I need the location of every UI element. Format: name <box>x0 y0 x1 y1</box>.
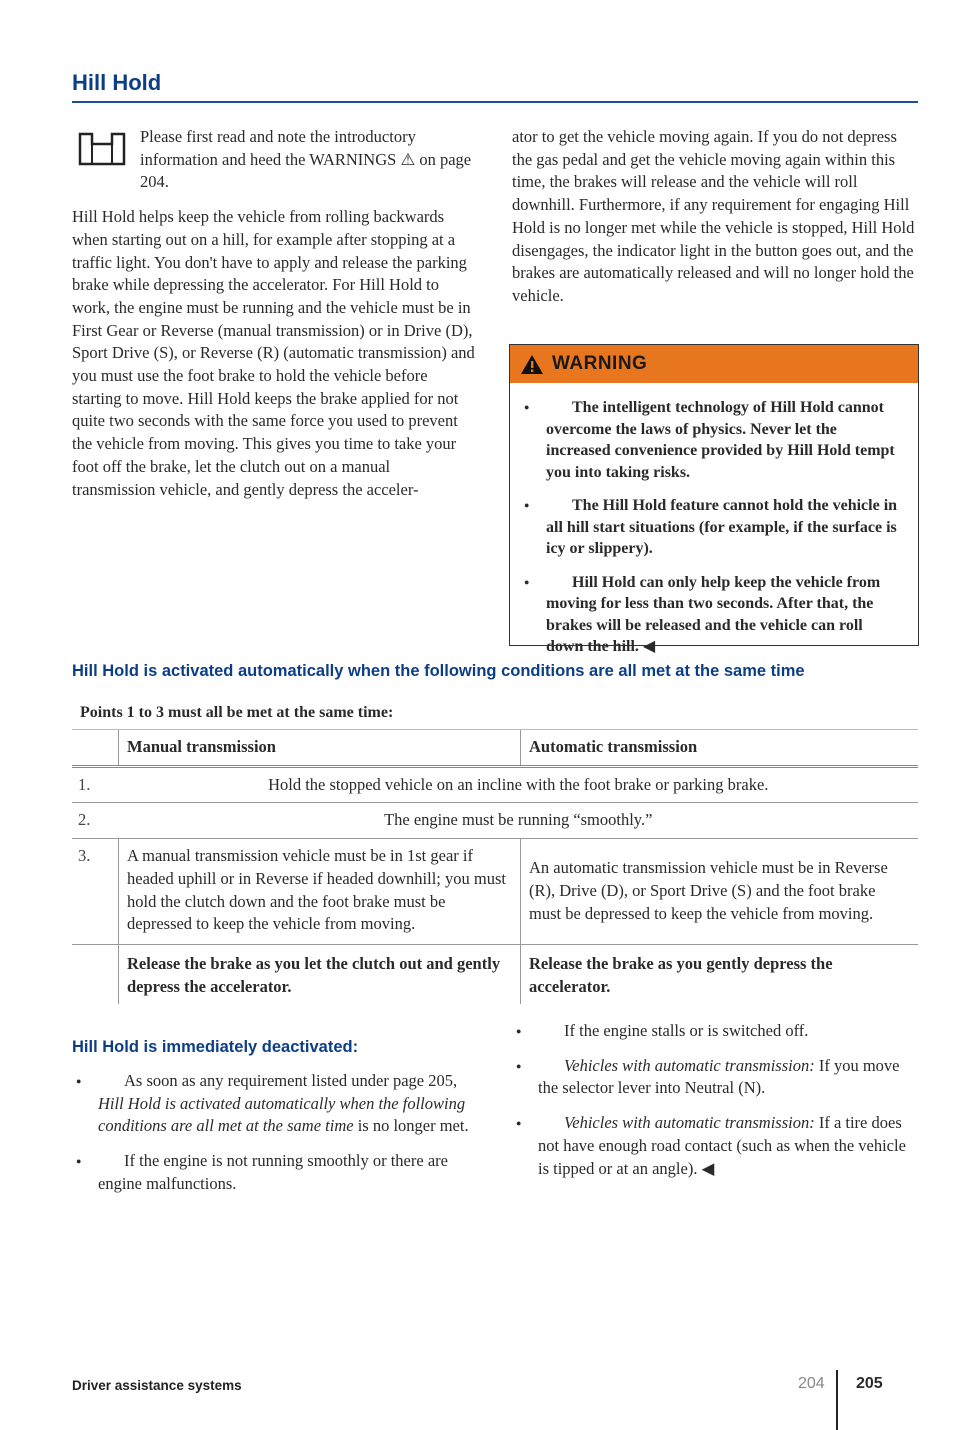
right-column <box>512 126 917 320</box>
warning-item: ● The intelligent technology of Hill Hold cannot overcome the laws of physics. Never let the increased convenience provided by Hill Hold tempt you into taking risks. <box>546 397 904 483</box>
conditions-table <box>72 729 918 1004</box>
book-icon <box>72 130 132 174</box>
col-auto-header: Automatic transmission <box>521 730 919 767</box>
points-intro: Points 1 to 3 must all be met at the same time: <box>80 704 394 721</box>
row-text: The engine must be running “smoothly.” <box>119 803 919 839</box>
left-column <box>72 126 477 513</box>
deactivation-list-left <box>98 1070 478 1196</box>
table-row <box>72 766 918 803</box>
table-row <box>72 839 918 945</box>
warning-triangle-icon <box>520 354 544 375</box>
table-header-row <box>72 730 918 767</box>
activation-heading: Hill Hold is activated automatically when the following conditions are all met at the same time <box>72 662 805 680</box>
list-item: ● As soon as any requirement listed under page 205, Hill Hold is activated automatically when the following conditions are all met at the same time is no longer met. <box>98 1070 478 1138</box>
warning-item: ● Hill Hold can only help keep the vehicle from moving for less than two seconds. After that, the brakes will be released and the vehicle can roll down the hill. ◀ <box>546 572 904 658</box>
deactivation-heading: Hill Hold is immediately deactivated: <box>72 1038 359 1056</box>
list-item: ● Vehicles with automatic transmission: If you move the selector lever into Neutral (N). <box>538 1055 918 1100</box>
footer-section: Driver assistance systems <box>72 1378 242 1393</box>
row-num: 2. <box>72 803 119 839</box>
intro-text: Please first read and note the introductory information and heed the WARNINGS ⚠ on page 204. <box>140 127 472 192</box>
warning-label: WARNING <box>552 353 648 374</box>
page-separator <box>836 1370 838 1430</box>
warning-box <box>509 344 919 655</box>
list-item: ● Vehicles with automatic transmission: If a tire does not have enough road contact (such as when the vehicle is tipped or at an angle). ◀ <box>538 1112 918 1180</box>
row-manual: A manual transmission vehicle must be in 1st gear if headed uphill or in Reverse if headed downhill; you must hold the clutch down and the foot brake must be depressed to keep the vehicle from moving. <box>119 839 521 945</box>
page-number-left: 204 <box>798 1375 825 1392</box>
row-num: 1. <box>72 766 119 803</box>
col-manual-header: Manual transmission <box>119 730 521 767</box>
row-text: Hold the stopped vehicle on an incline with the foot brake or parking brake. <box>119 766 919 803</box>
warning-item: ● The Hill Hold feature cannot hold the vehicle in all hill start situations (for example, if the surface is icy or slippery). <box>546 495 904 560</box>
title-rule <box>72 101 918 103</box>
warning-list <box>510 383 918 658</box>
list-item: ● If the engine is not running smoothly or there are engine malfunctions. <box>98 1150 478 1195</box>
warning-header <box>510 345 918 383</box>
deactivation-right <box>538 1020 918 1192</box>
page-title: Hill Hold <box>72 70 162 95</box>
deactivation-left <box>98 1070 478 1208</box>
right-body: ator to get the vehicle moving again. If you do not depress the gas pedal and get the vehicle moving again within this time, the brakes will release and the vehicle will roll downhill. Furthermore, if any requirement for engaging Hill Hold is no longer met while the vehicle is stopped, Hill Hold disengages, the indicator light in the button goes out, and the brakes are automatically released and will no longer hold the vehicle. <box>512 127 915 305</box>
list-item: ● If the engine stalls or is switched off. <box>538 1020 918 1043</box>
row-auto: An automatic transmission vehicle must be in Reverse (R), Drive (D), or Sport Drive (S) and the foot brake must be depressed to keep the vehicle from moving. <box>521 839 919 945</box>
table-row <box>72 803 918 839</box>
row-num: 3. <box>72 839 119 945</box>
table-row <box>72 944 918 1004</box>
intro-note <box>72 126 477 194</box>
left-body: Hill Hold helps keep the vehicle from rolling backwards when starting out on a hill, for example after stopping at a traffic light. You don't have to apply and release the parking brake while depressing the accelerator. For Hill Hold to work, the engine must be running and the vehicle must be in First Gear or Reverse (manual transmission) or in Drive (D), Sport Drive (S), or Reverse (R) (automatic transmission) and you must use the foot brake to hold the vehicle before starting to move. Hill Hold keeps the brake applied for not quite two seconds with the same force you used to prevent the vehicle from moving. This gives you time to take your foot off the brake, let the clutch out on a manual transmission vehicle, and gently depress the acceler- <box>72 207 475 499</box>
release-auto: Release the brake as you gently depress the accelerator. <box>521 944 919 1004</box>
page-number-right: 205 <box>856 1375 883 1392</box>
deactivation-list-right <box>538 1020 918 1180</box>
release-manual: Release the brake as you let the clutch out and gently depress the accelerator. <box>119 944 521 1004</box>
